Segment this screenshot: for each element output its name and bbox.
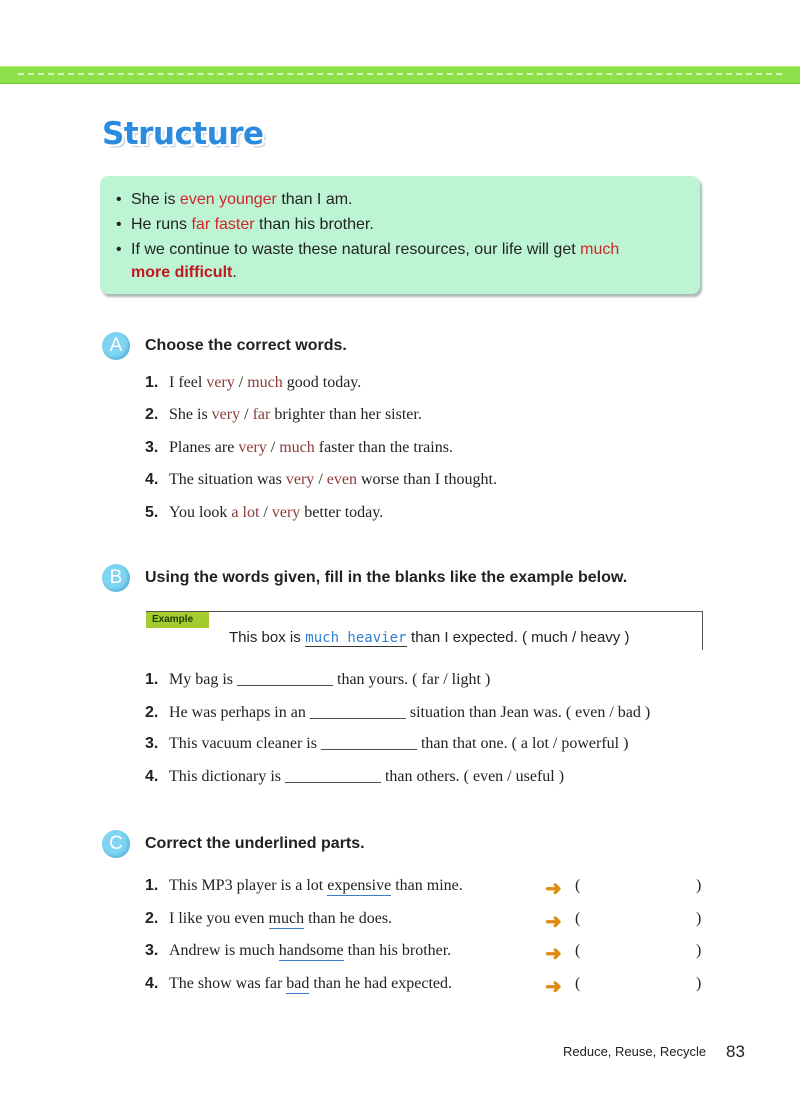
example-answer: much heavier bbox=[305, 630, 407, 646]
underlined-word: much bbox=[268, 910, 305, 927]
arrow-icon: ➜ bbox=[545, 943, 562, 965]
exercise-b-item: 4. This dictionary is ____________ than others. ( even / useful ) bbox=[145, 768, 565, 785]
example-box bbox=[146, 611, 703, 650]
exercise-c-item: 2. I like you even much than he does. bbox=[145, 910, 393, 927]
page-title: Structure bbox=[102, 116, 264, 152]
exercise-c-item: 1. This MP3 player is a lot expensive than mine. bbox=[145, 877, 463, 894]
exercise-c-item: 3. Andrew is much handsome than his brother. bbox=[145, 942, 452, 959]
section-a-badge: A bbox=[102, 332, 130, 360]
underlined-word: handsome bbox=[278, 942, 344, 959]
footer-chapter-title: Reduce, Reuse, Recycle bbox=[563, 1044, 707, 1059]
answer-paren-open: ( bbox=[575, 877, 581, 894]
answer-paren-open: ( bbox=[575, 975, 581, 992]
structure-box bbox=[100, 176, 700, 294]
section-c-title: Correct the underlined parts. bbox=[145, 835, 365, 852]
structure-sentence-1: • She is even younger than I am. bbox=[116, 188, 686, 211]
answer-paren-close: ) bbox=[696, 877, 702, 894]
answer-paren-open: ( bbox=[575, 910, 581, 927]
exercise-b-item: 2. He was perhaps in an ____________ situation than Jean was. ( even / bad ) bbox=[145, 704, 651, 721]
section-a-title: Choose the correct words. bbox=[145, 337, 347, 354]
arrow-icon: ➜ bbox=[545, 911, 562, 933]
answer-paren-close: ) bbox=[696, 910, 702, 927]
underlined-word: bad bbox=[286, 975, 310, 992]
answer-paren-close: ) bbox=[696, 942, 702, 959]
page-number: 83 bbox=[726, 1042, 745, 1061]
exercise-a-item: 4. The situation was very / even worse than I thought. bbox=[145, 471, 497, 488]
top-decorative-band bbox=[0, 66, 800, 84]
structure-sentence-3: • If we continue to waste these natural resources, our life will get much more difficult. bbox=[116, 238, 686, 284]
section-b-badge: B bbox=[102, 564, 130, 592]
underlined-word: expensive bbox=[327, 877, 392, 894]
exercise-b-item: 1. My bag is ____________ than yours. ( far / light ) bbox=[145, 671, 491, 688]
arrow-icon: ➜ bbox=[545, 878, 562, 900]
example-sentence: This box is much heavier than I expected. ( much / heavy ) bbox=[229, 629, 630, 646]
section-c-badge: C bbox=[102, 830, 130, 858]
exercise-a-item: 3. Planes are very / much faster than the trains. bbox=[145, 439, 453, 456]
arrow-icon: ➜ bbox=[545, 976, 562, 998]
exercise-b-item: 3. This vacuum cleaner is ____________ than that one. ( a lot / powerful ) bbox=[145, 735, 629, 752]
answer-paren-close: ) bbox=[696, 975, 702, 992]
structure-sentence-2: • He runs far faster than his brother. bbox=[116, 213, 686, 236]
answer-paren-open: ( bbox=[575, 942, 581, 959]
section-b-title: Using the words given, fill in the blanks like the example below. bbox=[145, 569, 628, 586]
exercise-a-item: 2. She is very / far brighter than her sister. bbox=[145, 406, 422, 423]
exercise-a-item: 1. I feel very / much good today. bbox=[145, 374, 362, 391]
example-label: Example bbox=[146, 612, 209, 628]
exercise-a-item: 5. You look a lot / very better today. bbox=[145, 504, 384, 521]
exercise-c-item: 4. The show was far bad than he had expected. bbox=[145, 975, 453, 992]
